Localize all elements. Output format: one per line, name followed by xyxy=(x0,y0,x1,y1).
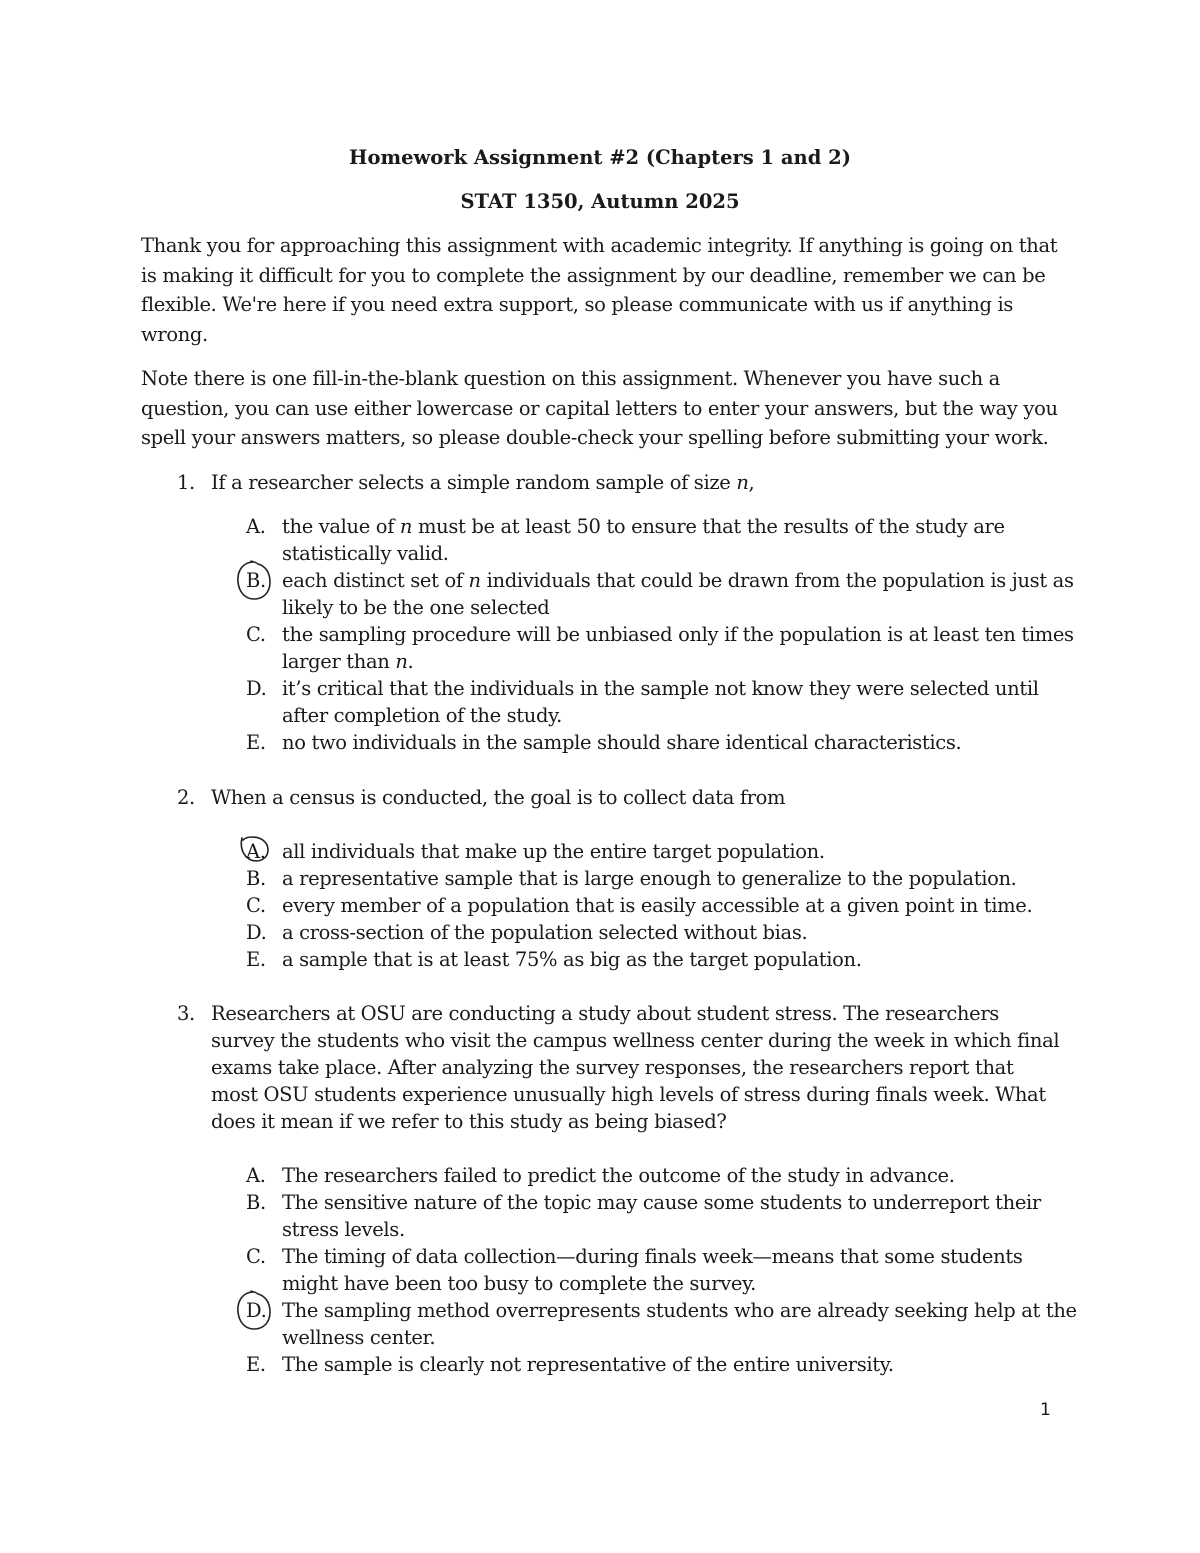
option-letter: C. xyxy=(246,1245,266,1268)
option-letter: B. xyxy=(246,569,266,592)
option-text: a cross-section of the population selected without bias. xyxy=(282,921,808,944)
option-letter: E. xyxy=(246,948,266,971)
question-text: When a census is conducted, the goal is to collect data from xyxy=(211,786,786,809)
question-number: 2. xyxy=(177,786,195,809)
option-letter: C. xyxy=(246,623,266,646)
question-number: 1. xyxy=(177,471,195,494)
option-text xyxy=(282,513,1082,567)
assignment-title: Homework Assignment #2 (Chapters 1 and 2) xyxy=(349,146,851,169)
question-text-part: If a researcher selects a simple random sample of size xyxy=(211,471,737,494)
option-letter: D. xyxy=(246,1299,267,1322)
option-text xyxy=(282,621,1082,675)
option-text: a representative sample that is large enough to generalize to the population. xyxy=(282,867,1017,890)
question-text xyxy=(211,469,1061,496)
option-text-italic: n xyxy=(395,650,408,673)
option-text: The sensitive nature of the topic may cause some students to underreport their stress levels. xyxy=(282,1191,1041,1241)
option-letter: B. xyxy=(246,1191,266,1214)
question-number: 3. xyxy=(177,1002,195,1025)
intro-paragraph-fill-in-blank: Note there is one fill-in-the-blank question on this assignment. Whenever you have such a question, you can use either lowercase or capital letters to enter your answers, but the way you spell your answers matters, so please double-check your spelling before submitting your work. xyxy=(141,367,1058,449)
option-letter: A. xyxy=(246,1164,266,1187)
option-text: The sample is clearly not representative of the entire university. xyxy=(282,1353,894,1376)
option-text-italic: n xyxy=(399,515,413,538)
option-text: every member of a population that is easily accessible at a given point in time. xyxy=(282,894,1033,917)
option-text: The researchers failed to predict the outcome of the study in advance. xyxy=(282,1164,955,1187)
option-letter: D. xyxy=(246,677,267,700)
option-text-part: . xyxy=(407,650,414,673)
option-text: it’s critical that the individuals in the sample not know they were selected until after completion of the study. xyxy=(282,677,1039,727)
option-letter: D. xyxy=(246,921,267,944)
option-letter: C. xyxy=(246,894,266,917)
option-letter: E. xyxy=(246,1353,266,1376)
option-text: no two individuals in the sample should share identical characteristics. xyxy=(282,731,962,754)
option-text: all individuals that make up the entire target population. xyxy=(282,840,825,863)
option-text: a sample that is at least 75% as big as the target population. xyxy=(282,948,862,971)
option-text-part: the value of xyxy=(282,515,400,538)
option-text-part: the sampling procedure will be unbiased only if the population is at least ten times larger than xyxy=(282,623,1074,673)
question-text-part: , xyxy=(748,471,755,494)
option-text-italic: n xyxy=(468,569,481,592)
option-text-part: must be at least 50 to ensure that the results of the study are statistically valid. xyxy=(282,515,1005,565)
option-letter: A. xyxy=(246,515,266,538)
option-text: The timing of data collection—during finals week—means that some students might have been too busy to complete the survey. xyxy=(282,1245,1023,1295)
course-subtitle: STAT 1350, Autumn 2025 xyxy=(460,190,740,213)
intro-paragraph-integrity: Thank you for approaching this assignment with academic integrity. If anything is going on that is making it difficult for you to complete the assignment by our deadline, remember we can be flexible. We're here if you need extra support, so please communicate with us if anything is wrong. xyxy=(141,234,1058,346)
option-text-part: each distinct set of xyxy=(282,569,469,592)
page-number: 1 xyxy=(1040,1400,1051,1420)
option-text: The sampling method overrepresents students who are already seeking help at the wellness center. xyxy=(282,1299,1077,1349)
option-letter: B. xyxy=(246,867,266,890)
option-text-part: individuals that could be drawn from the population is just as likely to be the one selected xyxy=(282,569,1074,619)
question-text: Researchers at OSU are conducting a study about student stress. The researchers survey the students who visit the campus wellness center during the week in which final exams take place. After analyzing the survey responses, the researchers report that most OSU students experience unusually high levels of stress during finals week. What does it mean if we refer to this study as being biased? xyxy=(211,1002,1060,1133)
option-letter: A. xyxy=(246,840,266,863)
option-text xyxy=(282,567,1082,621)
option-letter: E. xyxy=(246,731,266,754)
question-text-italic: n xyxy=(736,471,749,494)
